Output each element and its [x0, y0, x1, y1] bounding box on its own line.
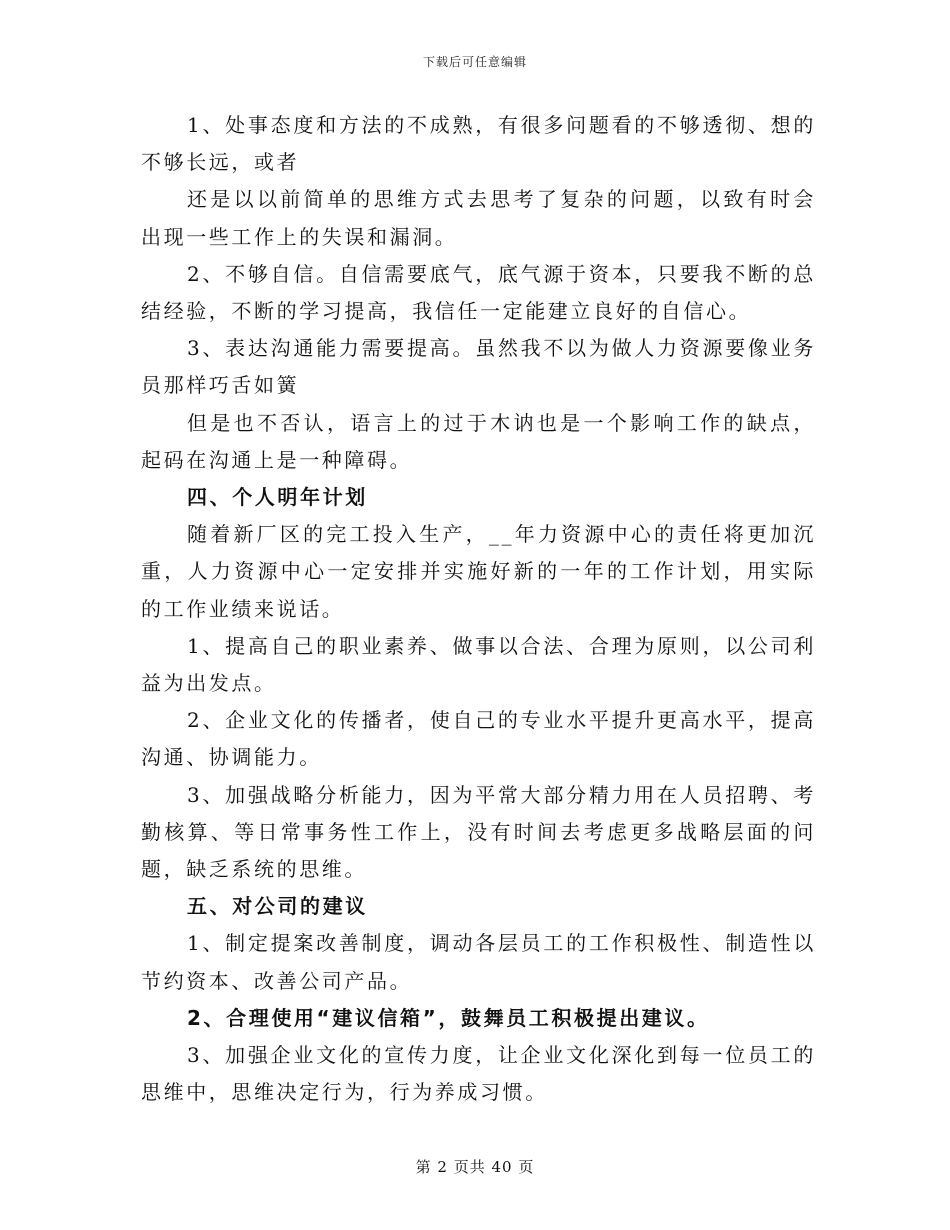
paragraph-suggestion-3: 3、加强企业文化的宣传力度，让企业文化深化到每一位员工的思维中，思维决定行为，行为养成习惯。	[141, 1043, 816, 1105]
paragraph-weakness-3: 3、表达沟通能力需要提高。虽然我不以为做人力资源要像业务员那样巧舌如簧	[141, 336, 816, 398]
document-body	[141, 107, 816, 1111]
section-heading-suggestions: 五、对公司的建议	[187, 894, 368, 919]
paragraph-suggestion-1: 1、制定提案改善制度，调动各层员工的工作积极性、制造性以节约资本、改善公司产品。	[141, 931, 816, 993]
paragraph-plan-2: 2、企业文化的传播者，使自己的专业水平提升更高水平，提高沟通、协调能力。	[141, 708, 816, 770]
paragraph-suggestion-2: 2、合理使用“建议信箱”，鼓舞员工积极提出建议。	[187, 1005, 710, 1030]
paragraph-weakness-1-continued: 还是以以前简单的思维方式去思考了复杂的问题，以致有时会出现一些工作上的失误和漏洞。	[141, 187, 816, 249]
paragraph-plan-1: 1、提高自己的职业素养、做事以合法、合理为原则，以公司利益为出发点。	[141, 633, 816, 696]
header-note: 下载后可任意编辑	[422, 55, 527, 69]
paragraph-plan-intro: 随着新厂区的完工投入生产，__年力资源中心的责任将更加沉重，人力资源中心一定安排并实施好新的一年的工作计划，用实际的工作业绩来说话。	[141, 522, 816, 621]
paragraph-weakness-1: 1、处事态度和方法的不成熟，有很多问题看的不够透彻、想的不够长远，或者	[141, 113, 816, 175]
section-heading-plan: 四、个人明年计划	[187, 485, 368, 510]
paragraph-weakness-2: 2、不够自信。自信需要底气，底气源于资本，只要我不断的总结经验，不断的学习提高，我信任一定能建立良好的自信心。	[141, 261, 816, 324]
paragraph-weakness-3-continued: 但是也不否认，语言上的过于木讷也是一个影响工作的缺点，起码在沟通上是一种障碍。	[141, 410, 816, 472]
page-number: 第 2 页共 40 页	[415, 1158, 535, 1176]
paragraph-plan-3: 3、加强战略分析能力，因为平常大部分精力用在人员招聘、考勤核算、等日常事务性工作上，没有时间去考虑更多战略层面的问题，缺乏系统的思维。	[141, 782, 816, 882]
